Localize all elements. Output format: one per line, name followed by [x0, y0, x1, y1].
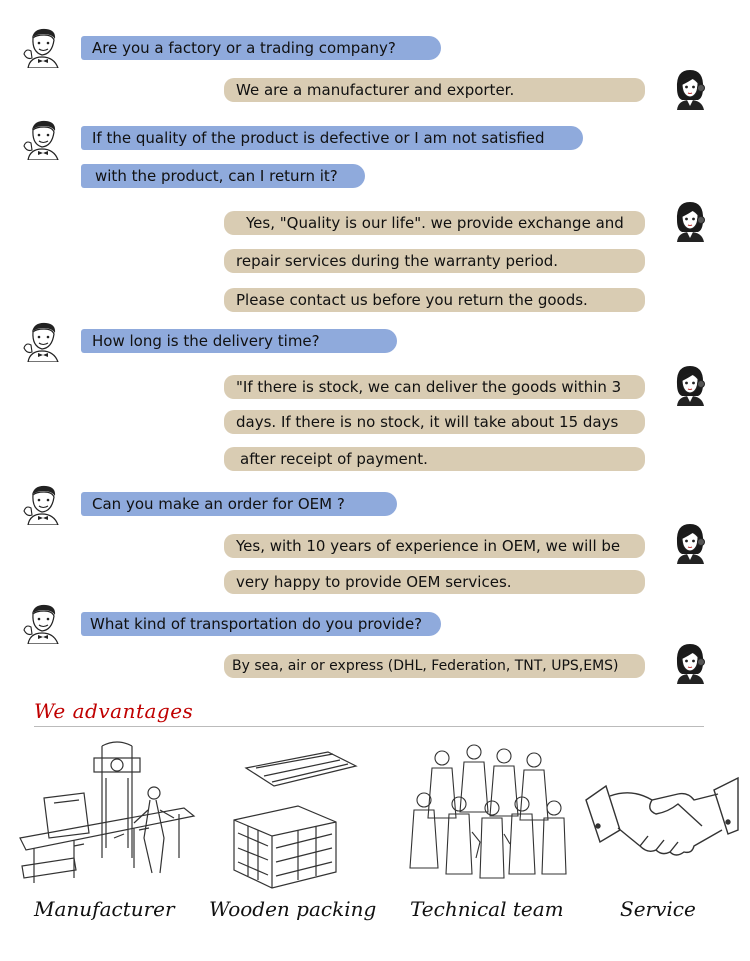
section-divider	[34, 726, 704, 727]
answer-bubble: days. If there is no stock, it will take about 15 days	[224, 410, 645, 434]
advantages-heading: We advantages	[34, 699, 194, 723]
support-agent-avatar-icon	[668, 640, 712, 684]
handshake-icon	[582, 738, 742, 888]
factory-worker-icon	[14, 738, 204, 888]
customer-avatar-icon	[22, 318, 66, 362]
support-agent-avatar-icon	[668, 520, 712, 564]
answer-bubble: We are a manufacturer and exporter.	[224, 78, 645, 102]
question-bubble: How long is the delivery time?	[81, 329, 397, 353]
customer-avatar-icon	[22, 116, 66, 160]
customer-avatar-icon	[22, 481, 66, 525]
support-agent-avatar-icon	[668, 362, 712, 406]
advantage-label: Technical team	[410, 897, 564, 921]
question-bubble: with the product, can I return it?	[81, 164, 365, 188]
advantage-label: Wooden packing	[209, 897, 377, 921]
question-bubble: Can you make an order for OEM ?	[81, 492, 397, 516]
answer-bubble: Yes, with 10 years of experience in OEM, we will be	[224, 534, 645, 558]
question-bubble: Are you a factory or a trading company?	[81, 36, 441, 60]
customer-avatar-icon	[22, 600, 66, 644]
answer-bubble: "If there is stock, we can deliver the goods within 3	[224, 375, 645, 399]
answer-bubble: very happy to provide OEM services.	[224, 570, 645, 594]
question-bubble: If the quality of the product is defective or I am not satisfied	[81, 126, 583, 150]
support-agent-avatar-icon	[668, 198, 712, 242]
team-icon	[404, 738, 570, 888]
advantage-label: Service	[620, 897, 696, 921]
answer-bubble: Please contact us before you return the goods.	[224, 288, 645, 312]
answer-bubble: Yes, "Quality is our life". we provide exchange and	[224, 211, 645, 235]
customer-avatar-icon	[22, 24, 66, 68]
advantage-label: Manufacturer	[34, 897, 175, 921]
answer-bubble: after receipt of payment.	[224, 447, 645, 471]
answer-bubble: repair services during the warranty period.	[224, 249, 645, 273]
wooden-crate-icon	[228, 738, 364, 888]
question-bubble: What kind of transportation do you provide?	[81, 612, 441, 636]
answer-bubble: By sea, air or express (DHL, Federation, TNT, UPS,EMS)	[224, 654, 645, 678]
support-agent-avatar-icon	[668, 66, 712, 110]
